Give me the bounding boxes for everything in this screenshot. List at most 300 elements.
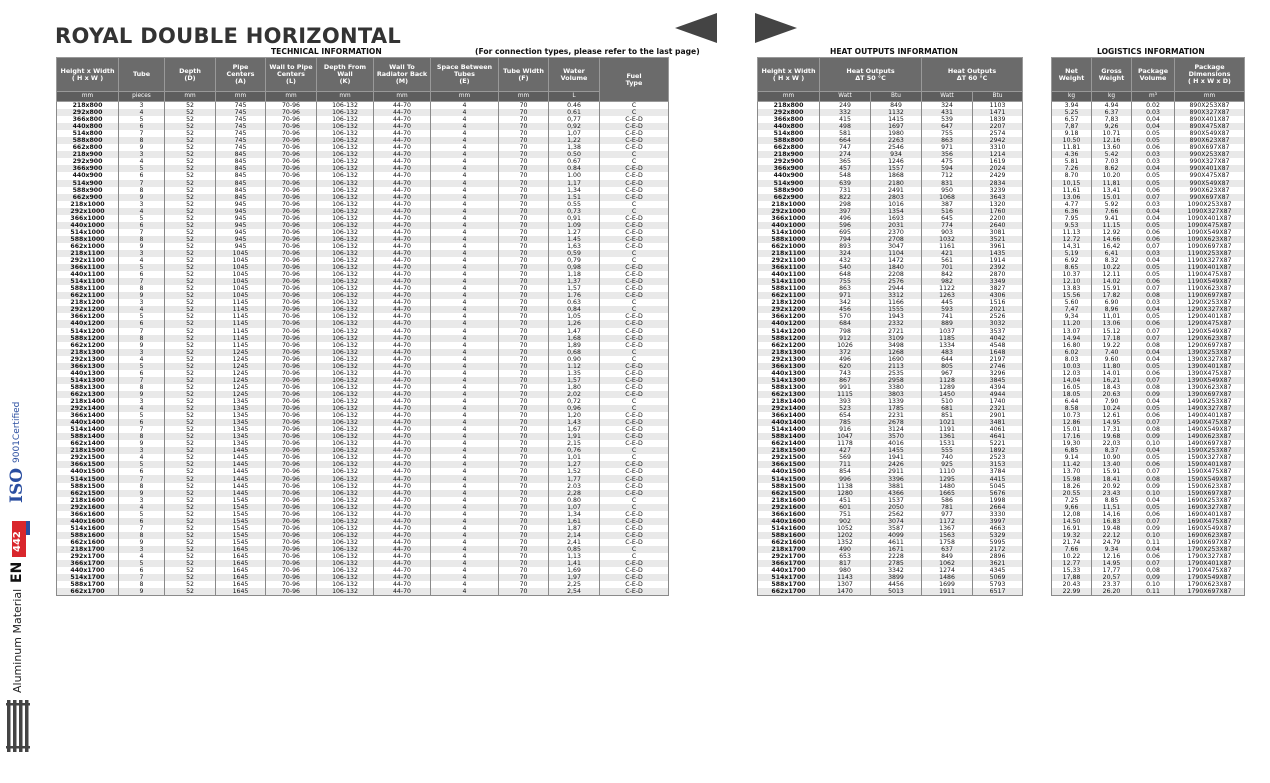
table-cell: 0,08 bbox=[1132, 567, 1175, 574]
table-cell: C bbox=[600, 158, 669, 165]
table-cell: 23.37 bbox=[1092, 581, 1132, 588]
table-row bbox=[1052, 335, 1245, 342]
table-cell: 44-70 bbox=[374, 490, 431, 497]
table-cell: 218x1600 bbox=[758, 497, 820, 504]
column-header: Wall to Pipe Centers (L) bbox=[266, 58, 317, 92]
table-cell: 1145 bbox=[216, 320, 266, 327]
table-cell: 70-96 bbox=[266, 454, 317, 461]
table-cell: 1145 bbox=[216, 306, 266, 313]
table-cell: 16.91 bbox=[1052, 525, 1092, 532]
table-cell: 1190X623X87 bbox=[1175, 285, 1245, 292]
table-cell: 4 bbox=[431, 292, 499, 299]
table-cell: 440x1300 bbox=[758, 370, 820, 377]
table-cell: 3997 bbox=[973, 518, 1023, 525]
table-cell: 0.07 bbox=[1132, 518, 1175, 525]
table-cell: 17.31 bbox=[1092, 426, 1132, 433]
table-cell: 8 bbox=[119, 236, 165, 243]
table-cell: 2785 bbox=[871, 560, 922, 567]
table-cell: 1445 bbox=[216, 454, 266, 461]
table-cell: 0.04 bbox=[1132, 398, 1175, 405]
table-cell: 662x1500 bbox=[758, 490, 820, 497]
table-cell: 8.62 bbox=[1092, 165, 1132, 172]
table-row bbox=[758, 349, 1023, 356]
table-cell: 1645 bbox=[216, 553, 266, 560]
table-cell: 70-96 bbox=[266, 574, 317, 581]
next-page-arrow-icon[interactable] bbox=[755, 13, 797, 43]
table-cell: 70-96 bbox=[266, 581, 317, 588]
table-row bbox=[758, 447, 1023, 454]
table-cell: 4 bbox=[431, 264, 499, 271]
table-cell: 70-96 bbox=[266, 215, 317, 222]
table-row bbox=[1052, 412, 1245, 419]
table-row bbox=[57, 271, 669, 278]
table-cell: 372 bbox=[820, 349, 871, 356]
table-cell: 1790X475X87 bbox=[1175, 567, 1245, 574]
table-cell: 1090X401X87 bbox=[1175, 215, 1245, 222]
table-cell: 70 bbox=[499, 165, 549, 172]
table-cell: 731 bbox=[820, 187, 871, 194]
table-cell: 1320 bbox=[973, 201, 1023, 208]
table-cell: 774 bbox=[922, 222, 973, 229]
table-row bbox=[758, 215, 1023, 222]
table-cell: 1045 bbox=[216, 250, 266, 257]
table-cell: 8.58 bbox=[1052, 405, 1092, 412]
table-cell: 70-96 bbox=[266, 335, 317, 342]
table-cell: 0,98 bbox=[549, 264, 600, 271]
table-cell: 1280 bbox=[820, 490, 871, 497]
table-cell: 3784 bbox=[973, 468, 1023, 475]
table-cell: 1671 bbox=[871, 546, 922, 553]
table-cell: 4.94 bbox=[1092, 102, 1132, 110]
table-cell: 3537 bbox=[973, 328, 1023, 335]
iso-certified-label: 9001Certified bbox=[12, 401, 22, 463]
table-cell: 3380 bbox=[871, 384, 922, 391]
previous-page-arrow-icon[interactable] bbox=[675, 13, 717, 43]
table-cell: 945 bbox=[216, 243, 266, 250]
table-cell: 2.03 bbox=[549, 483, 600, 490]
table-cell: 106-132 bbox=[317, 222, 374, 229]
table-cell: 654 bbox=[820, 412, 871, 419]
table-row bbox=[57, 560, 669, 567]
table-cell: 1415 bbox=[871, 116, 922, 123]
table-cell: 52 bbox=[165, 285, 216, 292]
table-cell: 0.03 bbox=[1132, 109, 1175, 116]
table-cell: 7,83 bbox=[1092, 116, 1132, 123]
table-cell: 70-96 bbox=[266, 426, 317, 433]
table-cell: 415 bbox=[820, 116, 871, 123]
table-cell: 0,68 bbox=[549, 349, 600, 356]
table-cell: C bbox=[600, 257, 669, 264]
table-cell: 52 bbox=[165, 137, 216, 144]
table-cell: 1998 bbox=[973, 497, 1023, 504]
table-cell: 1490X253X87 bbox=[1175, 398, 1245, 405]
table-cell: 890X253X87 bbox=[1175, 102, 1245, 110]
table-cell: 1,80 bbox=[549, 384, 600, 391]
table-cell: 1.12 bbox=[549, 363, 600, 370]
table-cell: C-E-D bbox=[600, 567, 669, 574]
table-cell: 70-96 bbox=[266, 257, 317, 264]
table-cell: 52 bbox=[165, 433, 216, 440]
table-cell: 539 bbox=[922, 116, 973, 123]
table-cell: 70-96 bbox=[266, 172, 317, 179]
table-cell: 445 bbox=[922, 299, 973, 306]
table-cell: 10.03 bbox=[1052, 363, 1092, 370]
table-cell: 218x1400 bbox=[758, 398, 820, 405]
table-row bbox=[57, 328, 669, 335]
table-cell: 10,15 bbox=[1052, 180, 1092, 187]
table-cell: 52 bbox=[165, 257, 216, 264]
table-cell: 11.81 bbox=[1052, 144, 1092, 151]
table-cell: 1245 bbox=[216, 377, 266, 384]
table-row bbox=[57, 278, 669, 285]
table-cell: 4 bbox=[431, 208, 499, 215]
table-cell: 52 bbox=[165, 194, 216, 201]
table-cell: 292x1100 bbox=[57, 257, 119, 264]
table-cell: 745 bbox=[216, 137, 266, 144]
table-cell: 70 bbox=[499, 468, 549, 475]
table-cell: 3312 bbox=[871, 292, 922, 299]
table-row bbox=[1052, 130, 1245, 137]
table-cell: C-E-D bbox=[600, 574, 669, 581]
table-cell: C-E-D bbox=[600, 342, 669, 349]
table-cell: 106-132 bbox=[317, 419, 374, 426]
table-cell: 514x1300 bbox=[758, 377, 820, 384]
table-cell: 514x1600 bbox=[57, 525, 119, 532]
table-cell: 1390X401X87 bbox=[1175, 363, 1245, 370]
table-cell: 0.05 bbox=[1132, 137, 1175, 144]
table-cell: 2746 bbox=[973, 363, 1023, 370]
table-cell: 2942 bbox=[973, 137, 1023, 144]
table-cell: 451 bbox=[820, 497, 871, 504]
table-cell: 52 bbox=[165, 144, 216, 151]
table-cell: 1445 bbox=[216, 475, 266, 482]
table-cell: 849 bbox=[871, 102, 922, 110]
table-cell: 7,87 bbox=[1052, 123, 1092, 130]
table-row bbox=[1052, 539, 1245, 546]
table-cell: 0.06 bbox=[1132, 461, 1175, 468]
table-cell: 1590X697X87 bbox=[1175, 490, 1245, 497]
table-cell: 6 bbox=[119, 370, 165, 377]
table-cell: 5.60 bbox=[1052, 299, 1092, 306]
table-cell: 8 bbox=[119, 335, 165, 342]
table-cell: 9 bbox=[119, 194, 165, 201]
table-row bbox=[57, 511, 669, 518]
table-cell: C bbox=[600, 151, 669, 158]
table-cell: 1,57 bbox=[549, 377, 600, 384]
table-cell: 1143 bbox=[820, 574, 871, 581]
technical-section-title: TECHNICAL INFORMATION bbox=[271, 47, 382, 56]
table-cell: C bbox=[600, 201, 669, 208]
table-cell: 16.83 bbox=[1092, 518, 1132, 525]
table-cell: 218x1100 bbox=[758, 250, 820, 257]
table-cell: C bbox=[600, 208, 669, 215]
table-cell: 70-96 bbox=[266, 497, 317, 504]
table-row bbox=[1052, 525, 1245, 532]
table-row bbox=[57, 539, 669, 546]
table-row bbox=[1052, 243, 1245, 250]
table-cell: 1345 bbox=[216, 440, 266, 447]
table-cell: 15.56 bbox=[1052, 292, 1092, 299]
table-cell: 1,07 bbox=[549, 504, 600, 511]
table-cell: 70-96 bbox=[266, 313, 317, 320]
table-row bbox=[57, 525, 669, 532]
table-row bbox=[1052, 285, 1245, 292]
table-cell: 44-70 bbox=[374, 335, 431, 342]
table-cell: 4 bbox=[431, 306, 499, 313]
table-row bbox=[57, 299, 669, 306]
table-cell: 4 bbox=[119, 504, 165, 511]
table-cell: 4 bbox=[431, 405, 499, 412]
table-cell: 0.10 bbox=[1132, 581, 1175, 588]
table-row bbox=[1052, 320, 1245, 327]
table-cell: 588x1200 bbox=[758, 335, 820, 342]
table-cell: 366x1100 bbox=[758, 264, 820, 271]
table-cell: 70 bbox=[499, 109, 549, 116]
table-cell: 4 bbox=[431, 391, 499, 398]
table-cell: 7.03 bbox=[1092, 158, 1132, 165]
table-cell: 514x1500 bbox=[758, 475, 820, 482]
table-cell: 15.91 bbox=[1092, 468, 1132, 475]
table-cell: 44-70 bbox=[374, 123, 431, 130]
table-cell: 44-70 bbox=[374, 243, 431, 250]
table-cell: 514x1700 bbox=[57, 574, 119, 581]
table-cell: C-E-D bbox=[600, 475, 669, 482]
table-cell: 5676 bbox=[973, 490, 1023, 497]
table-row bbox=[1052, 490, 1245, 497]
table-cell: 1690X253X87 bbox=[1175, 497, 1245, 504]
table-cell: 274 bbox=[820, 151, 871, 158]
table-cell: 15.98 bbox=[1052, 475, 1092, 482]
table-cell: 588x800 bbox=[758, 137, 820, 144]
table-cell: 17,77 bbox=[1092, 567, 1132, 574]
table-cell: 17,88 bbox=[1052, 574, 1092, 581]
table-cell: 9.34 bbox=[1092, 546, 1132, 553]
table-cell: 893 bbox=[820, 243, 871, 250]
table-cell: 52 bbox=[165, 581, 216, 588]
table-row bbox=[758, 356, 1023, 363]
table-cell: 4345 bbox=[973, 567, 1023, 574]
table-cell: 1699 bbox=[922, 581, 973, 588]
table-cell: 106-132 bbox=[317, 187, 374, 194]
table-cell: 70 bbox=[499, 264, 549, 271]
column-header: Depth (D) bbox=[165, 58, 216, 92]
table-cell: 332 bbox=[820, 109, 871, 116]
table-cell: C-E-D bbox=[600, 313, 669, 320]
table-cell: 1531 bbox=[922, 440, 973, 447]
table-cell: 70 bbox=[499, 447, 549, 454]
table-cell: 1455 bbox=[871, 447, 922, 454]
table-cell: 662x1600 bbox=[758, 539, 820, 546]
table-cell: 44-70 bbox=[374, 398, 431, 405]
table-cell: 1,20 bbox=[549, 412, 600, 419]
table-cell: 1345 bbox=[216, 433, 266, 440]
unit-header: Watt bbox=[922, 92, 973, 102]
table-cell: 0,79 bbox=[549, 257, 600, 264]
table-cell: 106-132 bbox=[317, 546, 374, 553]
table-cell: 9 bbox=[119, 292, 165, 299]
table-cell: 5.81 bbox=[1052, 158, 1092, 165]
table-cell: 4 bbox=[431, 180, 499, 187]
table-cell: 4 bbox=[431, 497, 499, 504]
table-cell: 1145 bbox=[216, 342, 266, 349]
table-cell: 0.09 bbox=[1132, 433, 1175, 440]
table-cell: 1,69 bbox=[549, 567, 600, 574]
table-cell: 1290X623X87 bbox=[1175, 335, 1245, 342]
unit-header: mm bbox=[1175, 92, 1245, 102]
table-cell: 662x1700 bbox=[758, 588, 820, 596]
table-cell: 570 bbox=[820, 313, 871, 320]
table-cell: 70 bbox=[499, 560, 549, 567]
table-cell: 4 bbox=[431, 384, 499, 391]
table-cell: 1047 bbox=[820, 433, 871, 440]
table-cell: 1245 bbox=[216, 363, 266, 370]
table-cell: 70-96 bbox=[266, 342, 317, 349]
table-cell: 1545 bbox=[216, 504, 266, 511]
table-row bbox=[1052, 257, 1245, 264]
table-cell: 1868 bbox=[871, 172, 922, 179]
table-cell: 9 bbox=[119, 588, 165, 596]
table-cell: 11.13 bbox=[1052, 229, 1092, 236]
table-cell: 1.76 bbox=[549, 292, 600, 299]
table-cell: 890X327X87 bbox=[1175, 109, 1245, 116]
table-cell: 70-96 bbox=[266, 123, 317, 130]
table-cell: 2208 bbox=[871, 271, 922, 278]
table-cell: 44-70 bbox=[374, 553, 431, 560]
table-cell: 70 bbox=[499, 278, 549, 285]
table-cell: 52 bbox=[165, 419, 216, 426]
table-cell: C-E-D bbox=[600, 335, 669, 342]
table-cell: 890X623X87 bbox=[1175, 137, 1245, 144]
table-cell: 8 bbox=[119, 581, 165, 588]
table-cell: 1,34 bbox=[549, 511, 600, 518]
table-cell: 5013 bbox=[871, 588, 922, 596]
table-cell: 1450 bbox=[922, 391, 973, 398]
table-cell: 695 bbox=[820, 229, 871, 236]
table-cell: C bbox=[600, 398, 669, 405]
table-cell: 588x1500 bbox=[758, 483, 820, 490]
table-cell: 70 bbox=[499, 363, 549, 370]
table-cell: 17.16 bbox=[1052, 433, 1092, 440]
table-cell: 440x1200 bbox=[57, 320, 119, 327]
table-cell: 44-70 bbox=[374, 363, 431, 370]
table-row bbox=[758, 342, 1023, 349]
table-cell: 440x1600 bbox=[57, 518, 119, 525]
table-cell: 2426 bbox=[871, 461, 922, 468]
table-cell: 52 bbox=[165, 292, 216, 299]
table-cell: 70 bbox=[499, 574, 549, 581]
table-cell: 8.03 bbox=[1052, 356, 1092, 363]
logistics-table bbox=[1051, 57, 1245, 596]
table-cell: 52 bbox=[165, 490, 216, 497]
table-cell: 7 bbox=[119, 229, 165, 236]
table-cell: 70 bbox=[499, 320, 549, 327]
table-cell: 70-96 bbox=[266, 292, 317, 299]
table-cell: 3 bbox=[119, 447, 165, 454]
table-cell: 0.08 bbox=[1132, 475, 1175, 482]
table-cell: 4 bbox=[431, 398, 499, 405]
table-cell: 0,91 bbox=[549, 215, 600, 222]
table-row bbox=[1052, 292, 1245, 299]
table-row bbox=[758, 208, 1023, 215]
table-cell: 8 bbox=[119, 384, 165, 391]
table-cell: 514x1100 bbox=[57, 278, 119, 285]
table-cell: 9,66 bbox=[1052, 504, 1092, 511]
table-cell: 971 bbox=[820, 292, 871, 299]
table-cell: 822 bbox=[820, 194, 871, 201]
table-cell: 4 bbox=[119, 208, 165, 215]
table-cell: 7.66 bbox=[1052, 546, 1092, 553]
table-cell: 1274 bbox=[922, 567, 973, 574]
table-cell: 70-96 bbox=[266, 187, 317, 194]
table-cell: 1740 bbox=[973, 398, 1023, 405]
table-cell: 982 bbox=[922, 278, 973, 285]
table-cell: 1980 bbox=[871, 130, 922, 137]
table-cell: 44-70 bbox=[374, 299, 431, 306]
table-cell: 44-70 bbox=[374, 320, 431, 327]
table-row bbox=[758, 137, 1023, 144]
table-cell: C-E-D bbox=[600, 483, 669, 490]
table-cell: 18.26 bbox=[1052, 483, 1092, 490]
table-cell: 52 bbox=[165, 306, 216, 313]
table-cell: 1790X549X87 bbox=[1175, 574, 1245, 581]
table-row bbox=[758, 165, 1023, 172]
table-row bbox=[57, 532, 669, 539]
table-cell: 4 bbox=[431, 151, 499, 158]
table-row bbox=[1052, 518, 1245, 525]
table-cell: 684 bbox=[820, 320, 871, 327]
table-cell: 4 bbox=[431, 250, 499, 257]
table-cell: 0.05 bbox=[1132, 363, 1175, 370]
table-cell: 740 bbox=[922, 454, 973, 461]
table-cell: 44-70 bbox=[374, 102, 431, 110]
table-cell: 366x800 bbox=[758, 116, 820, 123]
table-row bbox=[1052, 560, 1245, 567]
table-cell: 8,37 bbox=[1092, 447, 1132, 454]
table-cell: 588x1300 bbox=[57, 384, 119, 391]
table-row bbox=[57, 123, 669, 130]
table-cell: 514x1200 bbox=[758, 328, 820, 335]
table-cell: 106-132 bbox=[317, 447, 374, 454]
table-row bbox=[57, 109, 669, 116]
table-cell: 831 bbox=[922, 180, 973, 187]
table-cell: 1345 bbox=[216, 398, 266, 405]
table-cell: 2911 bbox=[871, 468, 922, 475]
table-row bbox=[1052, 144, 1245, 151]
table-cell: 70-96 bbox=[266, 165, 317, 172]
table-cell: 106-132 bbox=[317, 264, 374, 271]
table-cell: 9.60 bbox=[1092, 356, 1132, 363]
table-cell: 1052 bbox=[820, 525, 871, 532]
table-cell: 70 bbox=[499, 151, 549, 158]
table-cell: 0.08 bbox=[1132, 426, 1175, 433]
radiator-icon bbox=[6, 700, 30, 752]
table-cell: C-E-D bbox=[600, 384, 669, 391]
table-cell: 2491 bbox=[871, 187, 922, 194]
table-cell: 7 bbox=[119, 377, 165, 384]
table-cell: C-E-D bbox=[600, 391, 669, 398]
table-cell: 3032 bbox=[973, 320, 1023, 327]
table-row bbox=[758, 419, 1023, 426]
table-cell: 4641 bbox=[973, 433, 1023, 440]
table-row bbox=[1052, 454, 1245, 461]
table-cell: 1785 bbox=[871, 405, 922, 412]
table-row bbox=[758, 377, 1023, 384]
unit-header: mm bbox=[165, 92, 216, 102]
table-cell: 0.06 bbox=[1132, 412, 1175, 419]
table-cell: 106-132 bbox=[317, 208, 374, 215]
table-cell: 0.04 bbox=[1132, 546, 1175, 553]
table-cell: 106-132 bbox=[317, 123, 374, 130]
